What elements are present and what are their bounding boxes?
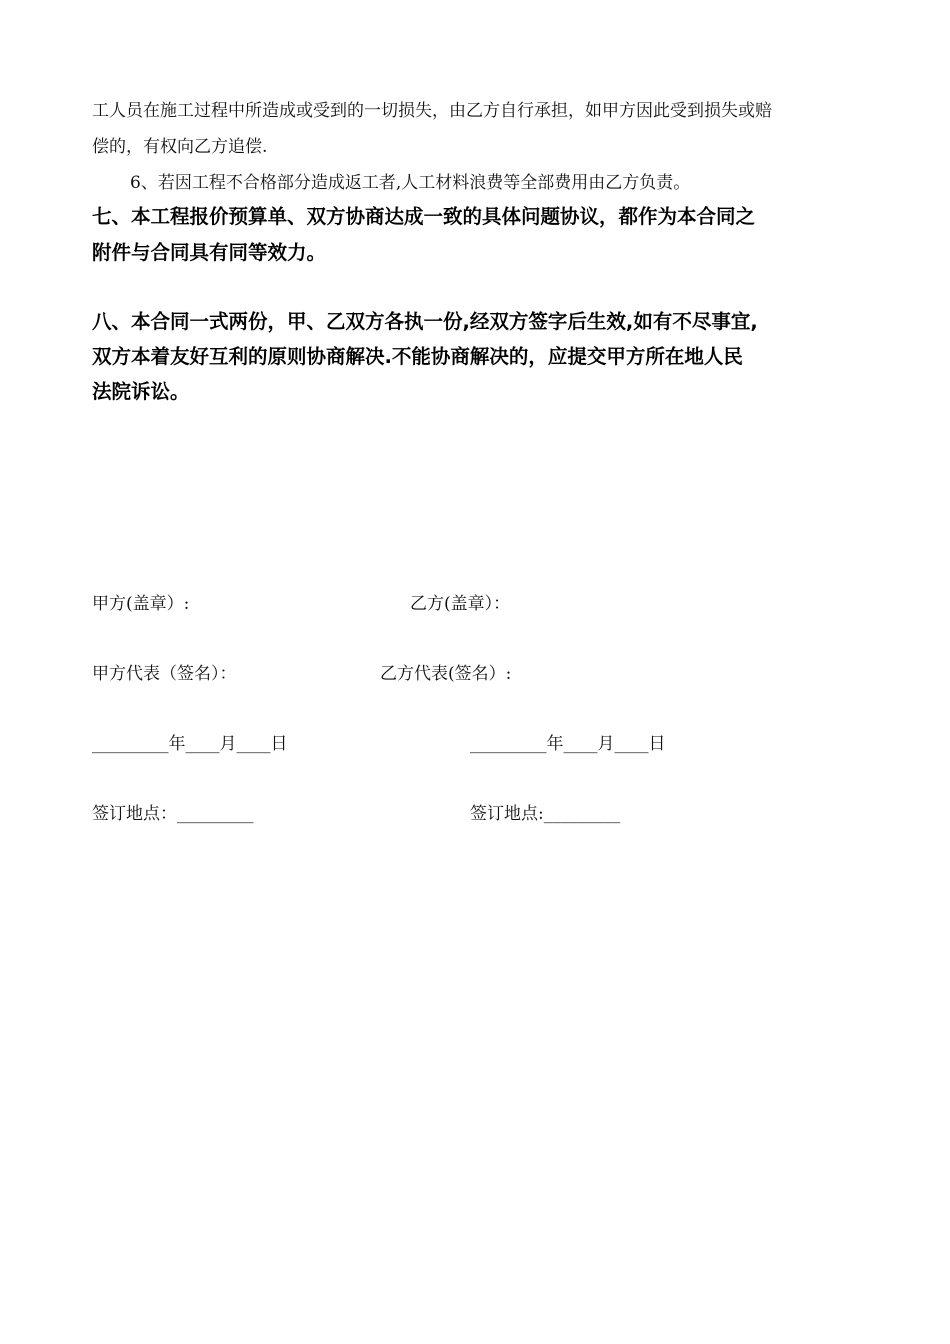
party-b-signing-place: 签订地点:_________ (470, 804, 621, 824)
clause-7-line-1: 七、本工程报价预算单、双方协商达成一致的具体问题协议，都作为本合同之 (92, 205, 756, 228)
party-a-seal-label: 甲方(盖章）: (92, 594, 190, 614)
party-b-seal-label: 乙方(盖章）： (410, 594, 511, 614)
party-b-date-line: _________年____月____日 (470, 734, 666, 754)
clause-6-continuation-line-2: 偿的，有权向乙方追偿. (92, 137, 268, 157)
clause-8-line-3: 法院诉讼。 (92, 380, 190, 403)
clause-6-continuation-line-1: 工人员在施工过程中所造成或受到的一切损失，由乙方自行承担，如甲方因此受到损失或赔 (92, 101, 772, 121)
party-b-rep-label: 乙方代表(签名）: (380, 664, 512, 684)
party-a-rep-label: 甲方代表（签名）： (92, 664, 237, 684)
clause-8-line-1: 八、本合同一式两份，甲、乙双方各执一份,经双方签字后生效,如有不尽事宜, (92, 310, 758, 333)
party-a-signing-place: 签订地点：_________ (92, 804, 254, 824)
clause-8-line-2: 双方本着友好互利的原则协商解决.不能协商解决的，应提交甲方所在地人民 (92, 345, 743, 368)
party-a-date-line: _________年____月____日 (92, 734, 288, 754)
clause-6-item-6: 6、若因工程不合格部分造成返工者,人工材料浪费等全部费用由乙方负责。 (130, 173, 691, 193)
clause-7-line-2: 附件与合同具有同等效力。 (92, 241, 327, 264)
